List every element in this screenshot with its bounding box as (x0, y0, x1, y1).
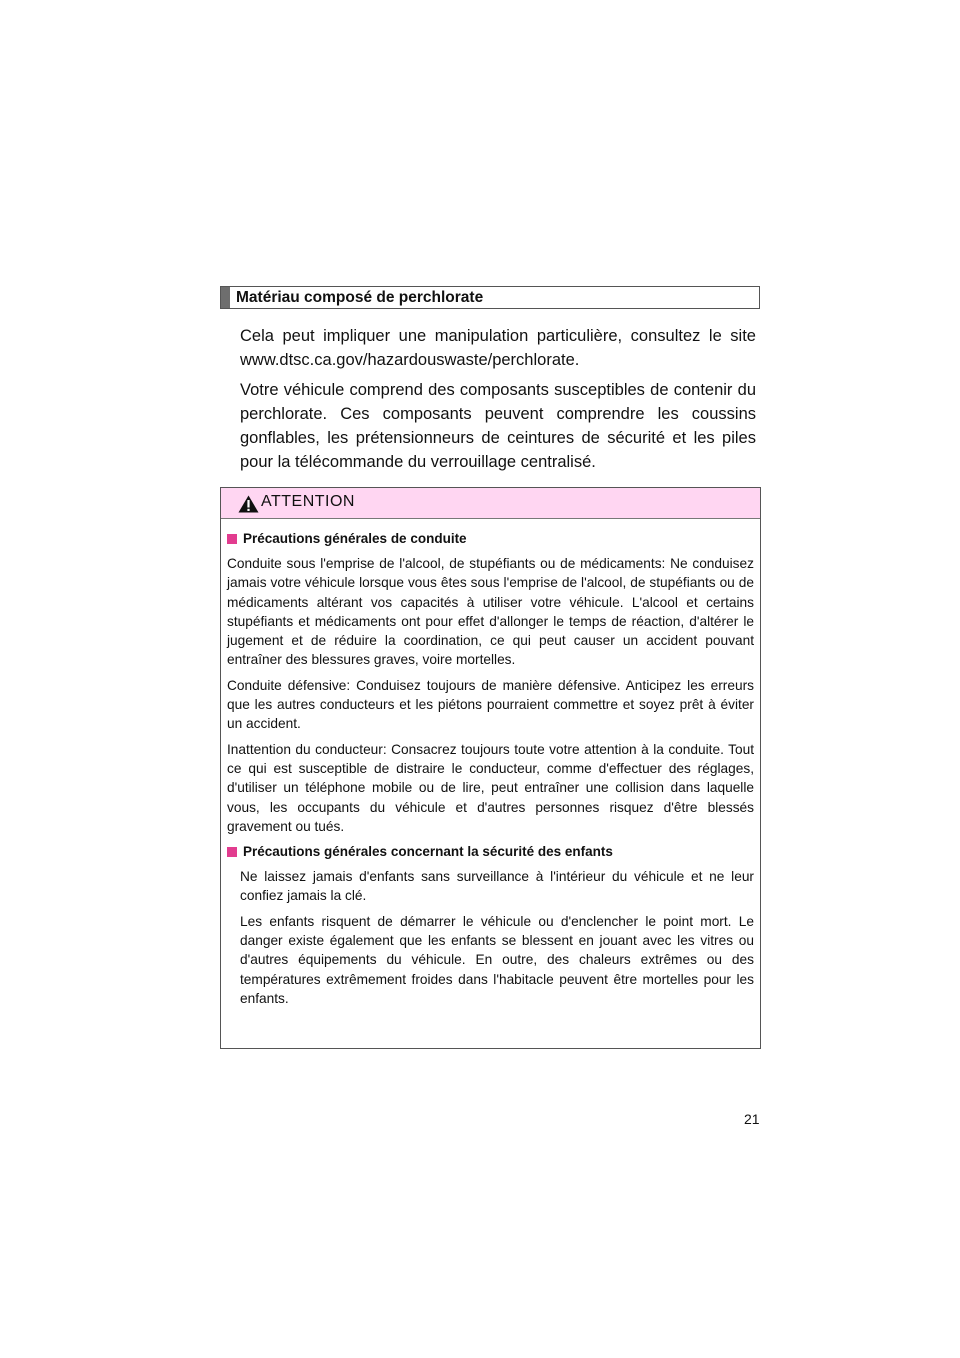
page-number: 21 (744, 1111, 760, 1127)
intro-paragraph-1: Cela peut impliquer une manipulation particulière, consultez le site www.dtsc.ca.gov/hazardouswaste/perchlorate. (240, 327, 756, 369)
attention-heading-children (227, 842, 754, 861)
attention-heading-driving (227, 529, 754, 548)
paragraph-alcohol: Conduite sous l'emprise de l'alcool, de stupéfiants ou de médicaments: Ne conduisez jamais votre véhicule lorsque vous êtes sous l'emprise de l'alcool, de stupéfiants ou de médicaments altérant vos capacités à utiliser votre véhicule. L'alcool et certains stupéfiants et médicaments ont pour effet d'allonger le temps de réaction, d'altérer le jugement et de réduire la coordination, ce qui peut causer un accident pouvant entraîner des blessures graves, voire mortelles. (227, 556, 754, 668)
paragraph-defensive: Conduite défensive: Conduisez toujours de manière défensive. Anticipez les erreurs que les autres conducteurs et les piétons pourraient commettre et soyez prêt à éviter un accident. (227, 677, 754, 732)
section-header (220, 286, 760, 309)
paragraph-children-risks: Les enfants risquent de démarrer le véhicule ou d'enclencher le point mort. Le danger existe également que les enfants se blessent en jouant avec les vitres ou d'autres équipements du véhicule. En outre, des chaleurs extrêmes ou des températures extrêmement froides dans l'habitacle peuvent être mortelles pour les enfants. (240, 913, 754, 1006)
attention-header (221, 488, 760, 519)
attention-label: ATTENTION (261, 493, 355, 510)
intro-paragraph-2: Votre véhicule comprend des composants susceptibles de contenir du perchlorate. Ces composants peuvent comprendre les coussins gonflables, les prétensionneurs de ceintures de sécurité et les piles pour la télécommande du verrouillage centralisé. (240, 381, 756, 471)
paragraph-inattention: Inattention du conducteur: Consacrez toujours toute votre attention à la conduite. Tout ce qui est susceptible de distraire le conducteur, comme d'effectuer des réglages, d'utiliser un téléphone mobile ou de lire, peut entraîner une collision dans laquelle vous, les occupants du véhicule et d'autres personnes risquez d'être blessés gravement ou tués. (227, 741, 754, 834)
pink-square-bullet-icon (227, 534, 237, 544)
paragraph-children-unattended: Ne laissez jamais d'enfants sans surveillance à l'intérieur du véhicule et ne leur confiez jamais la clé. (240, 869, 754, 904)
section-header-bar (221, 287, 230, 308)
heading-text: Précautions générales de conduite (243, 531, 467, 546)
attention-box (220, 487, 761, 1049)
heading-text: Précautions générales concernant la sécurité des enfants (243, 844, 613, 860)
attention-body (221, 519, 760, 1008)
section-title: Matériau composé de perchlorate (236, 289, 484, 306)
warning-triangle-icon (238, 495, 259, 513)
pink-square-bullet-icon (227, 847, 237, 857)
